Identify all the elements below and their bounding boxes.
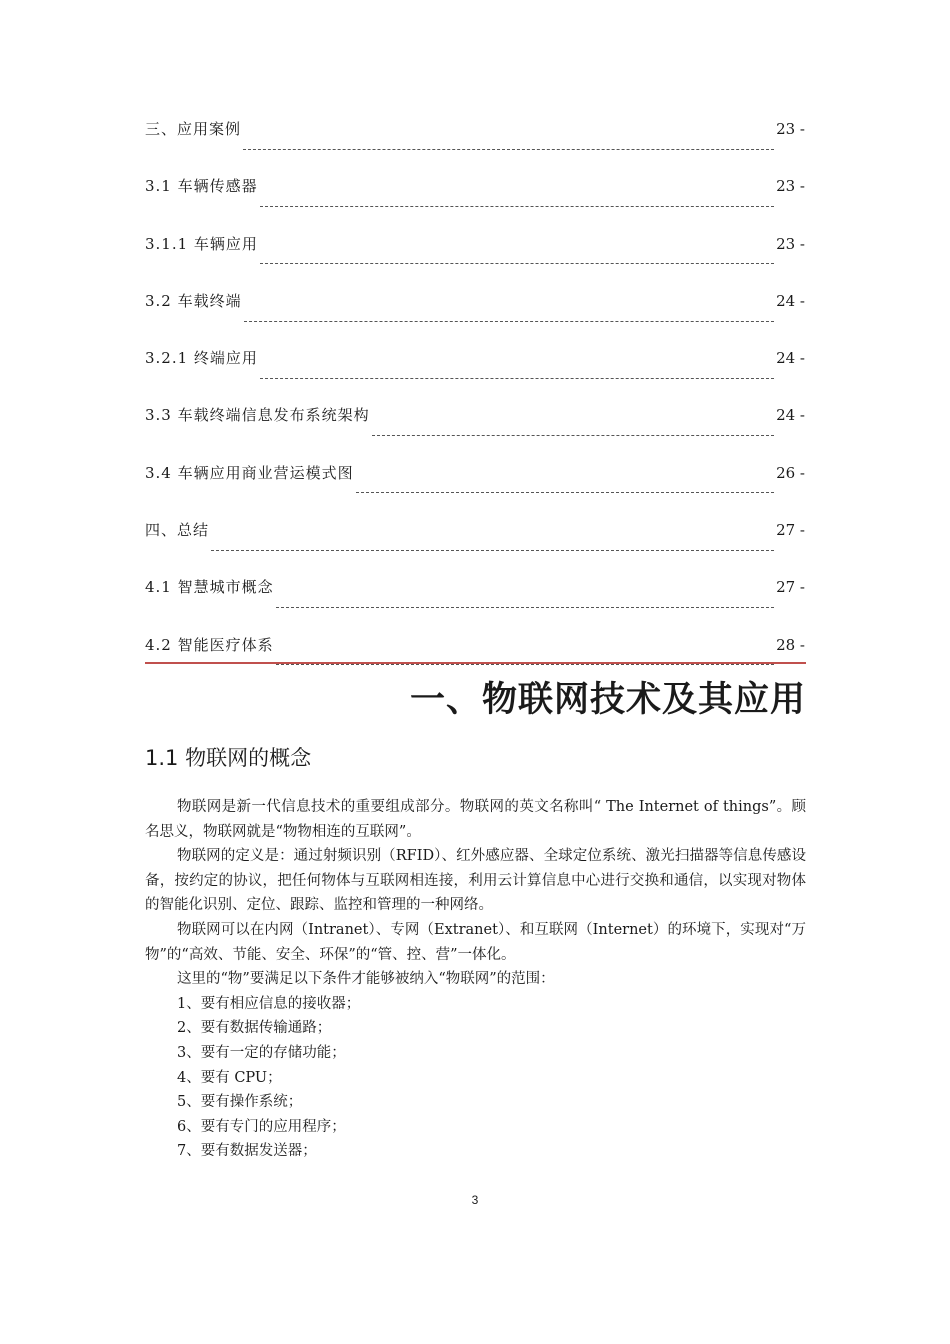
toc-entry[interactable] (145, 175, 805, 232)
toc-entry-page: 23 - (776, 234, 805, 253)
toc-leader (243, 148, 774, 150)
toc-leader (356, 491, 774, 493)
toc-entry-title: 4.1 智慧城市概念 (145, 578, 274, 597)
toc-entry-title: 3.3 车载终端信息发布系统架构 (145, 406, 370, 425)
toc-entry-page: 26 - (776, 463, 805, 482)
toc-entry[interactable] (145, 404, 805, 461)
list-item: 7、要有数据发送器； (177, 1143, 317, 1160)
toc-entry[interactable] (145, 233, 805, 290)
toc-entry-page: 24 - (776, 291, 805, 310)
list-item: 3、要有一定的存储功能； (177, 1044, 346, 1061)
toc-leader (244, 320, 774, 322)
toc-entry-title: 3.2.1 终端应用 (145, 349, 258, 368)
paragraph: 物联网的定义是：通过射频识别（RFID）、红外感应器、全球定位系统、激光扫描器等信息传感设备，按约定的协议，把任何物体与互联网相连接，利用云计算信息中心进行交换和通信，以实现对物体的智能化识别、定位、跟踪、监控和管理的一种网络。 (145, 848, 806, 914)
toc-leader (211, 549, 774, 551)
paragraph: 这里的“物”要满足以下条件才能够被纳入“物联网”的范围： (177, 971, 555, 988)
toc-entry[interactable] (145, 576, 805, 633)
paragraph: 物联网可以在内网（Intranet）、专网（Extranet）、和互联网（Internet）的环境下，实现对“万物”的“高效、节能、安全、环保”的“管、控、营”一体化。 (145, 921, 806, 963)
toc-entry-page: 27 - (776, 578, 805, 597)
toc-entry-title: 3.1.1 车辆应用 (145, 234, 258, 253)
section-heading: 1.1 物联网的概念 (145, 746, 312, 770)
toc-leader (276, 606, 774, 608)
toc-entry-title: 3.1 车辆传感器 (145, 177, 258, 196)
heading-divider (145, 662, 806, 664)
toc-entry[interactable] (145, 118, 805, 175)
toc-leader (372, 434, 774, 436)
list-item: 4、要有 CPU； (177, 1069, 282, 1086)
toc-entry-title: 3.2 车载终端 (145, 291, 242, 310)
toc-entry-title: 三、应用案例 (145, 120, 242, 138)
toc-leader (260, 205, 774, 207)
table-of-contents (145, 118, 805, 691)
toc-entry[interactable] (145, 347, 805, 404)
toc-entry-page: 24 - (776, 349, 805, 368)
toc-entry-title: 4.2 智能医疗体系 (145, 635, 274, 654)
chapter-heading: 一、物联网技术及其应用 (409, 680, 806, 720)
list-item: 6、要有专门的应用程序； (177, 1118, 346, 1135)
toc-entry-page: 24 - (776, 406, 805, 425)
list-item: 5、要有操作系统； (177, 1094, 303, 1111)
toc-entry[interactable] (145, 290, 805, 347)
toc-entry-page: 28 - (776, 635, 805, 654)
toc-entry-title: 3.4 车辆应用商业营运模式图 (145, 463, 354, 482)
page-number: 3 (471, 1193, 479, 1207)
body-text (145, 795, 806, 1164)
toc-entry[interactable] (145, 519, 805, 576)
toc-leader (260, 262, 774, 264)
list-item: 2、要有数据传输通路； (177, 1020, 332, 1037)
toc-entry-page: 23 - (776, 177, 805, 196)
paragraph: 物联网是新一代信息技术的重要组成部分。物联网的英文名称叫“ The Internet of things”。顾名思义，物联网就是“物物相连的互联网”。 (145, 799, 806, 840)
toc-entry-title: 四、总结 (145, 521, 210, 540)
toc-leader (260, 377, 774, 379)
toc-entry[interactable] (145, 462, 805, 519)
toc-entry-page: 23 - (776, 120, 805, 138)
list-item: 1、要有相应信息的接收器； (177, 995, 361, 1012)
toc-entry-page: 27 - (776, 521, 805, 540)
